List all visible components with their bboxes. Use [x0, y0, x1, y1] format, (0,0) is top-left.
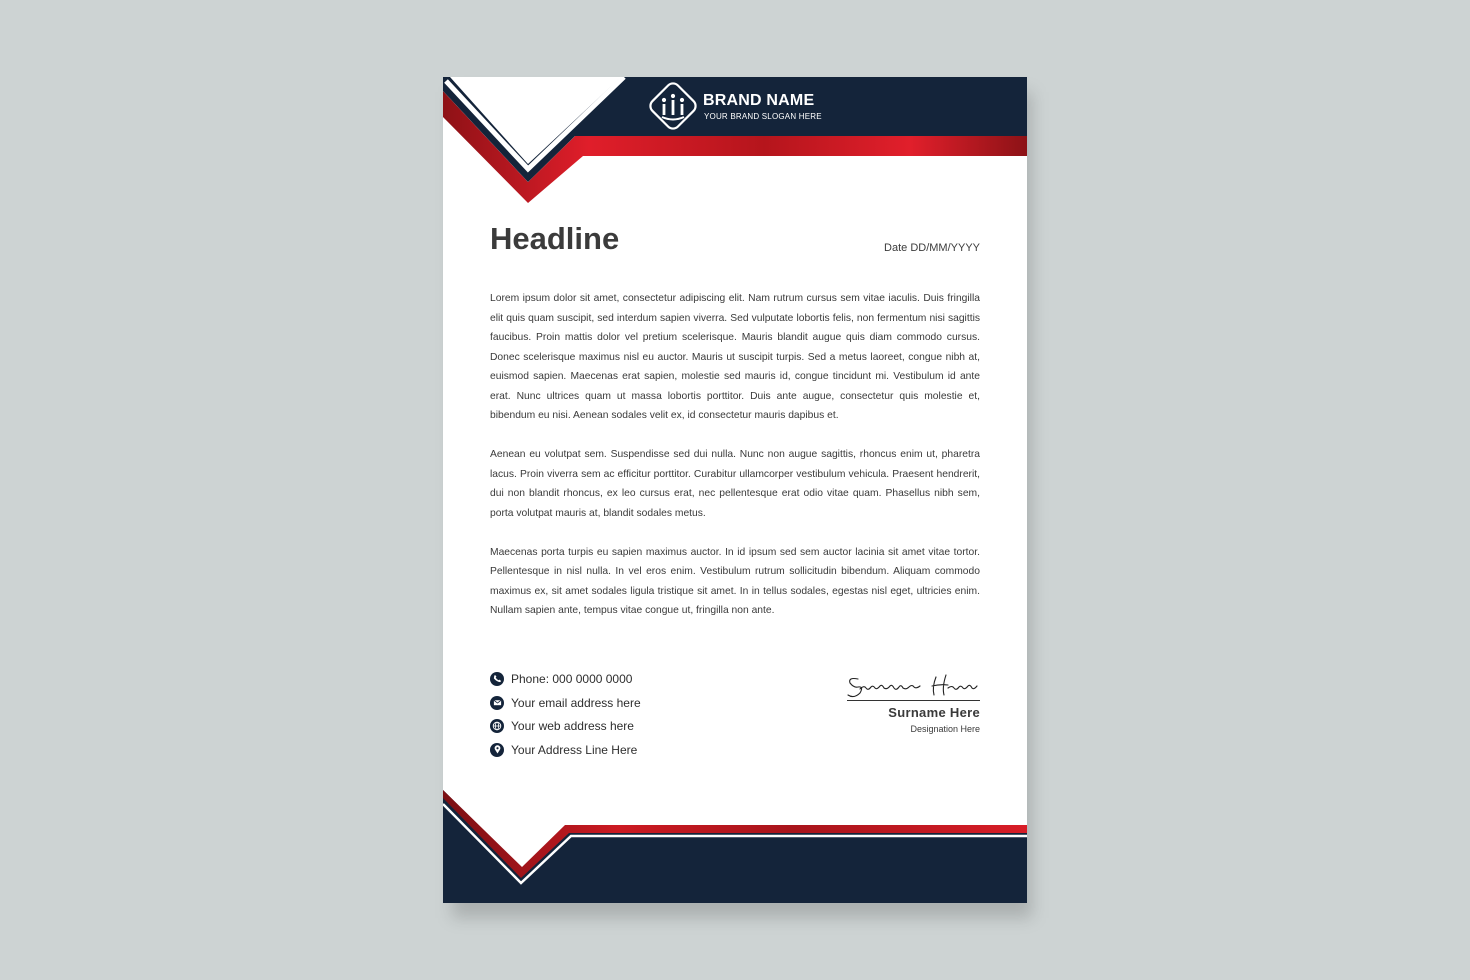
brand-logo-icon [643, 81, 703, 135]
contact-phone-text: Phone: 000 0000 0000 [511, 671, 633, 686]
brand-slogan: YOUR BRAND SLOGAN HERE [704, 112, 822, 121]
email-icon [490, 696, 504, 710]
location-pin-icon [490, 743, 504, 757]
letterhead-page [443, 77, 1027, 903]
contact-item-email [490, 691, 641, 715]
contact-item-phone [490, 667, 641, 691]
signature-line [847, 700, 980, 701]
contact-item-web [490, 714, 641, 738]
body-paragraph: Lorem ipsum dolor sit amet, consectetur adipiscing elit. Nam rutrum cursus sem vitae iaculis. Duis fringilla elit quis quam suscipit, sed interdum sapien viverra. Sed vulputate lobortis felis, non fermentum nisi sagittis faucibus. Proin mattis dolor vel pretium scelerisque. Mauris blandit augue quis diam commodo cursus. Donec scelerisque maximus nisl eu auctor. Mauris ut suscipit turpis. Sed a metus laoreet, congue nibh at, euismod sapien. Maecenas erat sapien, molestie sed mauris id, congue tincidunt mi. Vestibulum id ante erat. Nunc ultrices quam ut massa lobortis porttitor. Duis ante augue, consectetur quis molestie et, bibendum eu nisi. Aenean sodales velit ex, id consectetur mauris dapibus et. [490, 293, 980, 421]
body-paragraph: Aenean eu volutpat sem. Suspendisse sed dui nulla. Nunc non augue sagittis, rhoncus enim ut, pharetra lacus. Proin viverra sem ac efficitur porttitor. Curabitur ullamcorper vestibulum vehicula. Praesent hendrerit, dui non blandit rhoncus, ex leo cursus erat, nec pellentesque erat odio vitae quam. Phasellus nibh sem, porta volutpat mauris at, blandit sodales metus. [490, 449, 980, 519]
contact-list [490, 667, 641, 762]
document-date: Date DD/MM/YYYY [884, 242, 980, 254]
document-body [490, 289, 980, 640]
footer-navy-band [443, 790, 1027, 903]
document-headline: Headline [490, 221, 620, 256]
contact-email-text: Your email address here [511, 695, 641, 710]
signatory-name: Surname Here [888, 705, 980, 720]
contact-address-text: Your Address Line Here [511, 742, 638, 757]
contact-item-address [490, 738, 641, 762]
contact-web-text: Your web address here [511, 719, 634, 734]
handwritten-signature [844, 669, 980, 703]
signatory-designation: Designation Here [910, 724, 980, 734]
body-paragraph: Maecenas porta turpis eu sapien maximus auctor. In id ipsum sed sem auctor lacinia sit amet vitae tortor. Pellentesque in nisl nulla. In vel eros enim. Vestibulum rutrum sollicitudin bibendum. Aliquam commodo maximus ex, sit amet sodales ligula tristique sit amet. In in tellus sodales, egestas nisl eget, ultricies enim. Nullam sapien ante, tempus vitae congue ut, fringilla non ante. [490, 546, 980, 616]
globe-icon [490, 719, 504, 733]
phone-icon [490, 672, 504, 686]
brand-name: BRAND NAME [703, 92, 815, 109]
